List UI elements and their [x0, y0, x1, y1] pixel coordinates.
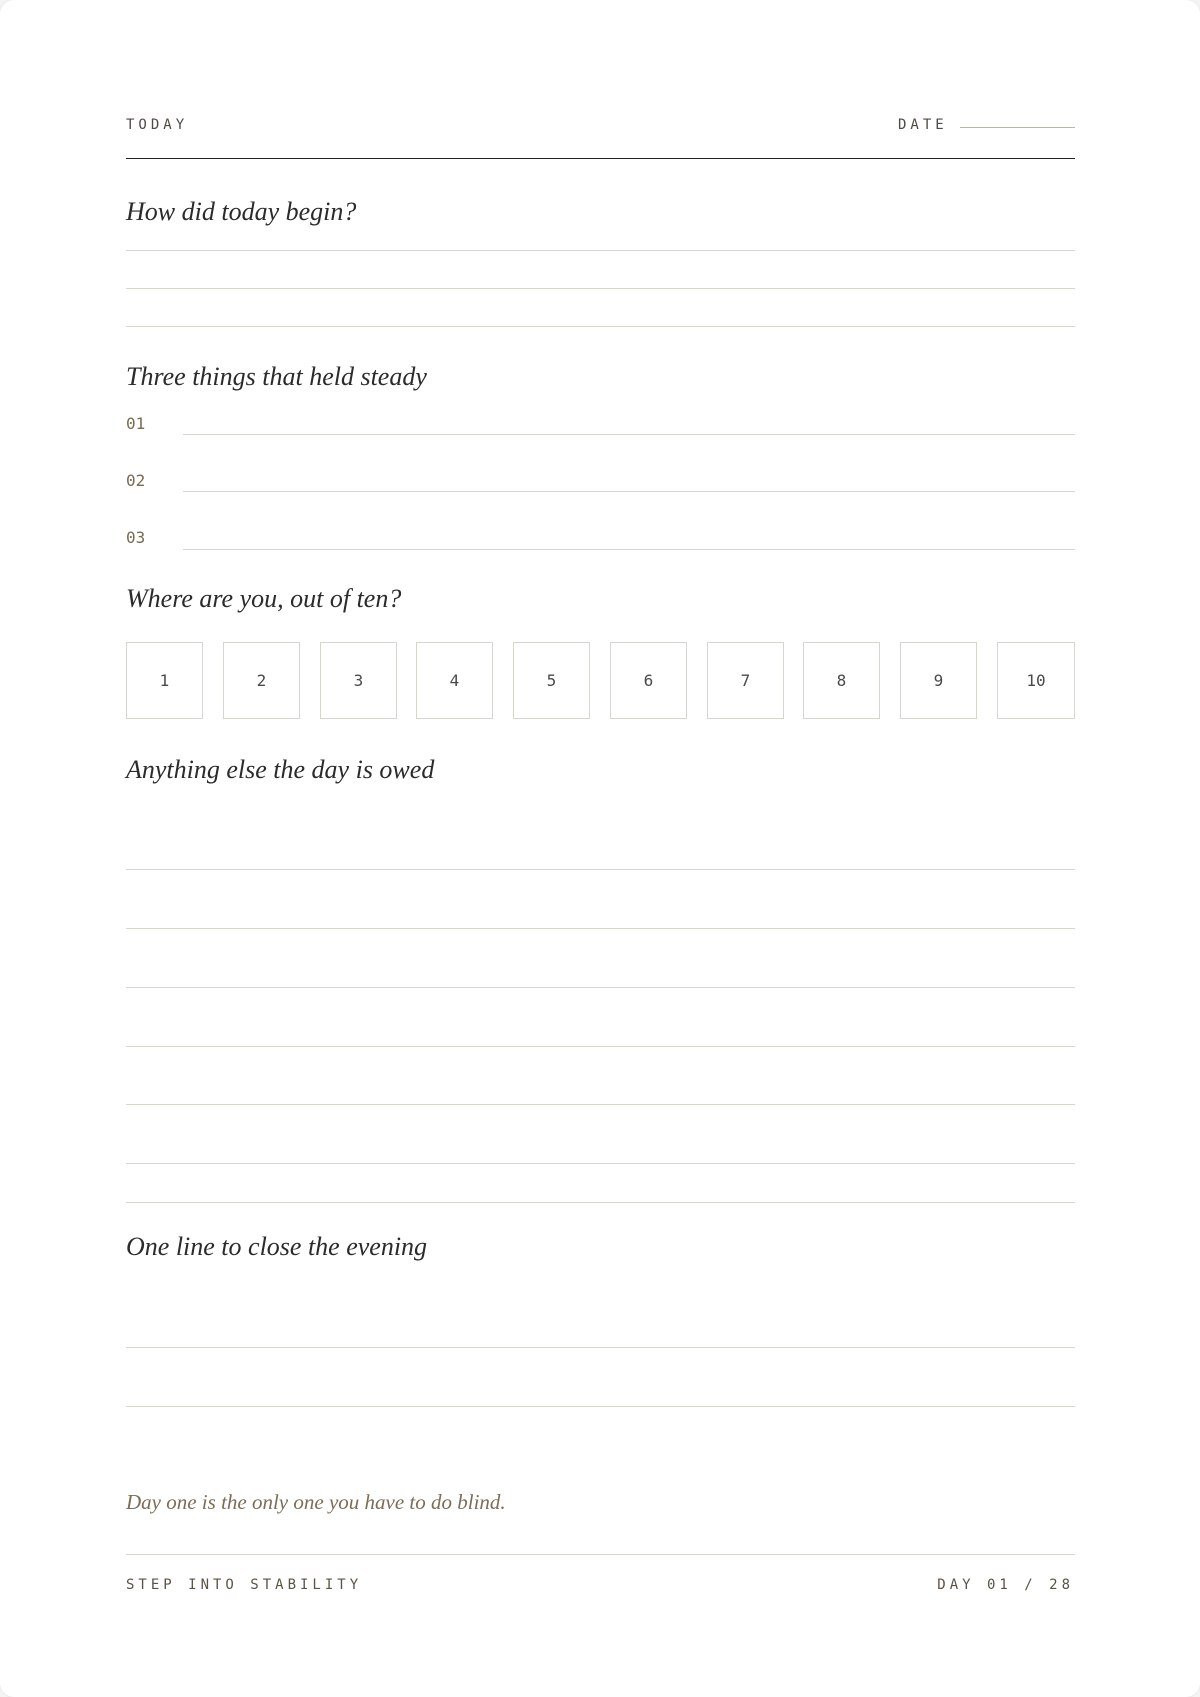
prompt-begin: How did today begin?: [126, 197, 357, 226]
steady-item-number: 01: [126, 414, 146, 433]
rating-option[interactable]: 3: [320, 642, 397, 719]
closing-quote: Day one is the only one you have to do blind.: [126, 1490, 506, 1514]
prompt-steady: Three things that held steady: [126, 362, 427, 391]
rating-option[interactable]: 10: [997, 642, 1075, 719]
page-header: [126, 112, 1075, 159]
writing-line[interactable]: [126, 1163, 1075, 1164]
page-counter: DAY 01 / 28: [937, 1577, 1074, 1593]
rating-scale: [126, 642, 1075, 719]
steady-item-number: 02: [126, 471, 146, 490]
writing-line[interactable]: [126, 928, 1075, 929]
writing-line[interactable]: [126, 288, 1075, 289]
footer-title: STEP INTO STABILITY: [126, 1577, 363, 1593]
writing-line[interactable]: [126, 1202, 1075, 1203]
writing-line[interactable]: [126, 250, 1075, 251]
steady-item-line[interactable]: [183, 434, 1075, 435]
prompt-close: One line to close the evening: [126, 1232, 428, 1261]
rating-option[interactable]: 6: [610, 642, 687, 719]
date-label: DATE: [898, 117, 948, 133]
rating-option[interactable]: 9: [900, 642, 977, 719]
rating-option[interactable]: 1: [126, 642, 203, 719]
writing-line[interactable]: [126, 1406, 1075, 1407]
writing-line[interactable]: [126, 1104, 1075, 1105]
date-field-line[interactable]: [960, 127, 1075, 128]
writing-line[interactable]: [126, 869, 1075, 870]
today-label: TODAY: [126, 117, 189, 133]
rating-option[interactable]: 4: [416, 642, 493, 719]
footer-divider: [126, 1554, 1075, 1555]
rating-option[interactable]: 8: [803, 642, 880, 719]
writing-line[interactable]: [126, 1347, 1075, 1348]
steady-item-number: 03: [126, 528, 146, 547]
rating-option[interactable]: 7: [707, 642, 784, 719]
rating-option[interactable]: 2: [223, 642, 300, 719]
steady-item-line[interactable]: [183, 491, 1075, 492]
rating-option[interactable]: 5: [513, 642, 590, 719]
prompt-rating: Where are you, out of ten?: [126, 584, 402, 613]
writing-line[interactable]: [126, 1046, 1075, 1047]
steady-item-line[interactable]: [183, 549, 1075, 550]
writing-line[interactable]: [126, 987, 1075, 988]
prompt-owed: Anything else the day is owed: [126, 755, 435, 784]
writing-line[interactable]: [126, 326, 1075, 327]
